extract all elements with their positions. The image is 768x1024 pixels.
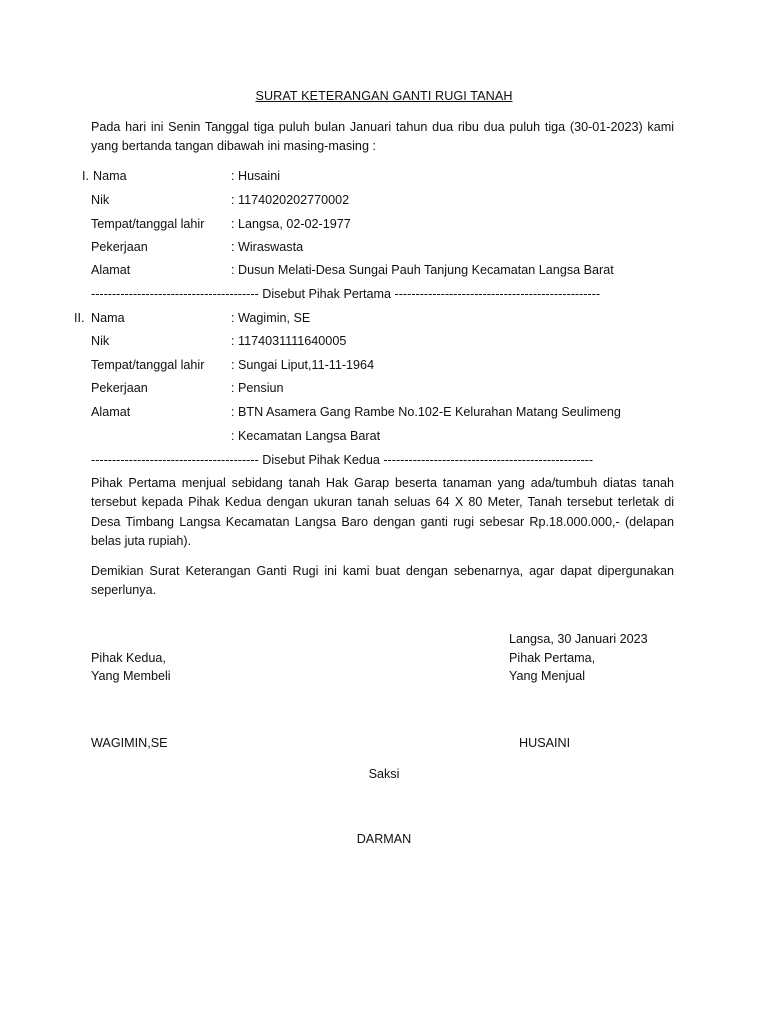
body-paragraph-1: Pihak Pertama menjual sebidang tanah Hak Garap beserta tanaman yang ada/tumbuh diatas tanah tersebut kepada Pihak Kedua dengan ukuran tanah seluas 64 X 80 Meter, Tanah tersebut terletak di Desa Timbang Langsa Kecamatan Langsa Baro dengan ganti rugi sebesar Rp.18.000.000,- (delapan belas juta rupiah). — [91, 476, 674, 549]
party2-name-label: Nama — [91, 311, 125, 325]
party1-separator: ---------------------------------------- Disebut Pihak Pertama ------------------------------------------------- — [91, 287, 601, 301]
party1-name-value: : Husaini — [231, 169, 280, 183]
intro-paragraph: Pada hari ini Senin Tanggal tiga puluh bulan Januari tahun dua ribu dua puluh tiga (30-01-2023) kami yang bertanda tangan dibawah ini masing-masing : — [91, 120, 674, 154]
party1-nik-value: : 1174020202770002 — [231, 193, 350, 207]
party1-ttl-label: Tempat/tanggal lahir — [91, 217, 205, 231]
party2-job-value: : Pensiun — [231, 381, 284, 395]
party1-name-label: Nama — [93, 169, 127, 183]
party2-name-value: : Wagimin, SE — [231, 311, 311, 325]
right-sign-name: HUSAINI — [519, 736, 571, 750]
party1-address-label: Alamat — [91, 263, 131, 277]
document-title: SURAT KETERANGAN GANTI RUGI TANAH — [255, 89, 513, 103]
left-sign-desc: Yang Membeli — [91, 669, 171, 683]
party1-nik-label: Nik — [91, 193, 110, 207]
party2-nik-value: : 1174031111640005 — [231, 334, 347, 348]
right-sign-desc: Yang Menjual — [509, 669, 586, 683]
party2-separator: ---------------------------------------- Disebut Pihak Kedua -------------------------------------------------- — [91, 453, 594, 467]
party2-address-label: Alamat — [91, 405, 131, 419]
left-sign-role: Pihak Kedua, — [91, 651, 166, 665]
party2-number: II. — [74, 311, 85, 325]
party1-job-value: : Wiraswasta — [231, 240, 304, 254]
party2-address-value-line2: : Kecamatan Langsa Barat — [231, 429, 381, 443]
witness-name: DARMAN — [356, 832, 412, 846]
party2-job-label: Pekerjaan — [91, 381, 148, 395]
party2-ttl-value: : Sungai Liput,11-11-1964 — [231, 358, 375, 372]
party2-nik-label: Nik — [91, 334, 110, 348]
right-sign-role: Pihak Pertama, — [509, 651, 596, 665]
body-paragraph-2: Demikian Surat Keterangan Ganti Rugi ini kami buat dengan sebenarnya, agar dapat dipergunakan seperlunya. — [91, 564, 674, 598]
party1-ttl-value: : Langsa, 02-02-1977 — [231, 217, 351, 231]
left-sign-name: WAGIMIN,SE — [91, 736, 168, 750]
witness-label: Saksi — [368, 767, 400, 781]
party1-job-label: Pekerjaan — [91, 240, 148, 254]
party2-address-value: : BTN Asamera Gang Rambe No.102-E Kelurahan Matang Seulimeng — [231, 405, 621, 419]
place-date: Langsa, 30 Januari 2023 — [509, 632, 648, 646]
party2-ttl-label: Tempat/tanggal lahir — [91, 358, 205, 372]
party1-address-value: : Dusun Melati-Desa Sungai Pauh Tanjung Kecamatan Langsa Barat — [231, 263, 614, 277]
party1-number: I. — [82, 169, 89, 183]
